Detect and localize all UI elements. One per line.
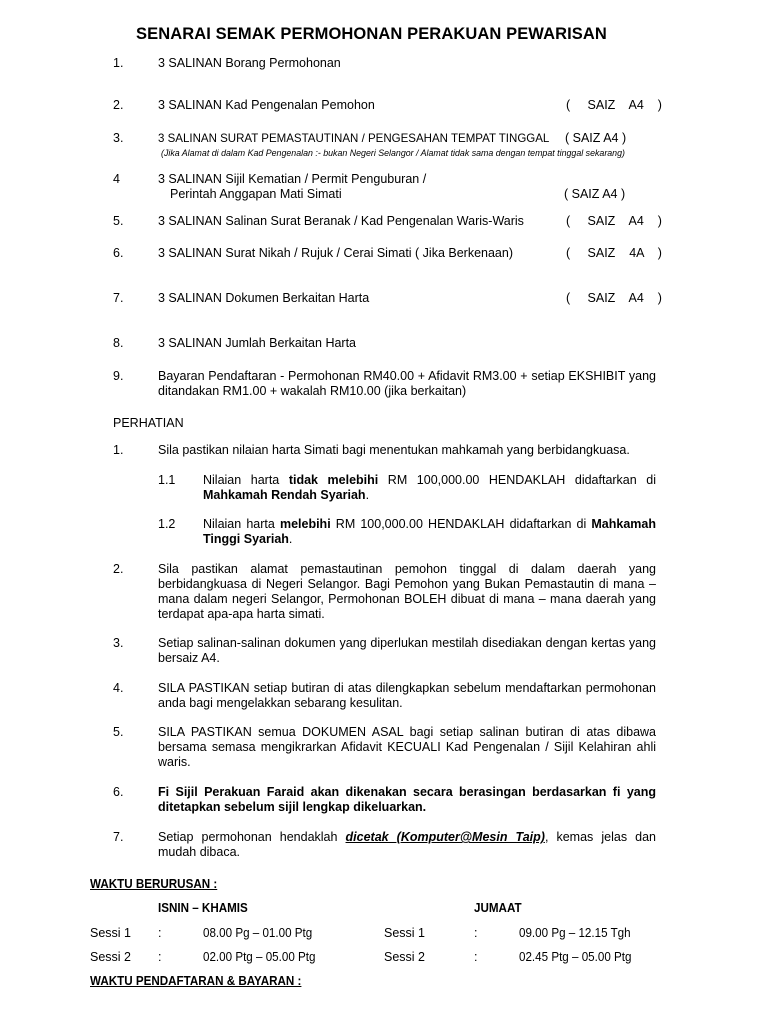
sessi-2-colon-friday: : (474, 950, 478, 964)
perhatian-text-7: Setiap permohonan hendaklah dicetak (Komputer@Mesin Taip), kemas jelas dan mudah dibaca. (158, 830, 656, 859)
checklist-text-1: 3 SALINAN Borang Permohonan (158, 56, 341, 70)
perhatian-num-5: 5. (113, 725, 124, 739)
sessi-1-time-friday: 09.00 Pg – 12.15 Tgh (519, 926, 631, 940)
sessi-2-label: Sessi 2 (90, 950, 131, 964)
document-title: SENARAI SEMAK PERMOHONAN PERAKUAN PEWARISAN (136, 25, 607, 43)
perhatian-num-7: 7. (113, 830, 124, 844)
sessi-2-time-weekday: 02.00 Ptg – 05.00 Ptg (203, 950, 316, 964)
col-isnin-khamis-heading: ISNIN – KHAMIS (158, 901, 248, 915)
checklist-num-5: 5. (113, 214, 124, 228)
checklist-text-8: 3 SALINAN Jumlah Berkaitan Harta (158, 336, 357, 350)
checklist-num-2: 2. (113, 98, 124, 112)
checklist-num-1: 1. (113, 56, 124, 70)
perhatian-text-2: Sila pastikan alamat pemastautinan pemohon tinggal di dalam daerah yang berbidangkuasa di Negeri Selangor. Bagi Pemohon yang Bukan Pemastautin di mana – mana dalam negeri Selangor, Permohonan BOLEH dibuat di mana – mana daerah yang terdapat apa-apa harta simati. (158, 562, 656, 621)
perhatian-num-4: 4. (113, 681, 124, 695)
waktu-berurusan-heading: WAKTU BERURUSAN : (90, 877, 218, 891)
checklist-num-9: 9. (113, 369, 124, 383)
checklist-text-5: 3 SALINAN Salinan Surat Beranak / Kad Pengenalan Waris-Waris (158, 214, 524, 228)
perhatian-heading: PERHATIAN (113, 416, 184, 430)
sessi-1-label-friday: Sessi 1 (384, 926, 425, 940)
perhatian-num-1: 1. (113, 443, 124, 457)
checklist-size-6: ( SAIZ 4A ) (566, 246, 662, 260)
perhatian-text-3: Setiap salinan-salinan dokumen yang diperlukan mestilah disediakan dengan kertas yang bersaiz A4. (158, 636, 656, 665)
checklist-num-8: 8. (113, 336, 124, 350)
checklist-size-2: ( SAIZ A4 ) (566, 98, 662, 112)
sessi-1-label: Sessi 1 (90, 926, 131, 940)
perhatian-num-2: 2. (113, 562, 124, 576)
checklist-size-5: ( SAIZ A4 ) (566, 214, 662, 228)
checklist-text-2: 3 SALINAN Kad Pengenalan Pemohon (158, 98, 375, 112)
checklist-text-9: Bayaran Pendaftaran - Permohonan RM40.00 + Afidavit RM3.00 + setiap EKSHIBIT yang ditandakan RM1.00 + wakalah RM10.00 (jika berkaitan) (158, 369, 656, 398)
checklist-num-6: 6. (113, 246, 124, 260)
checklist-text-4: 3 SALINAN Sijil Kematian / Permit Penguburan / (158, 172, 427, 186)
perhatian-sub-text-2: Nilaian harta melebihi RM 100,000.00 HENDAKLAH didaftarkan di Mahkamah Tinggi Syariah. (203, 517, 656, 546)
perhatian-sub-num-2: 1.2 (158, 517, 176, 531)
checklist-note-3: (Jika Alamat di dalam Kad Pengenalan :- bukan Negeri Selangor / Alamat tidak sama dengan tempat tinggal sekarang) (161, 148, 625, 159)
col-jumaat-heading: JUMAAT (474, 901, 522, 915)
perhatian-text-5: SILA PASTIKAN semua DOKUMEN ASAL bagi setiap salinan butiran di atas dibawa bersama semasa mengikrarkan Afidavit KECUALI Kad Pengenalan / Sijil Kelahiran ahli waris. (158, 725, 656, 769)
waktu-pendaftaran-heading: WAKTU PENDAFTARAN & BAYARAN : (90, 974, 302, 988)
sessi-2-colon: : (158, 950, 162, 964)
perhatian-text-1: Sila pastikan nilaian harta Simati bagi menentukan mahkamah yang berbidangkuasa. (158, 443, 630, 457)
perhatian-sub-text-1: Nilaian harta tidak melebihi RM 100,000.00 HENDAKLAH didaftarkan di Mahkamah Rendah Syariah. (203, 473, 656, 502)
sessi-1-time-weekday: 08.00 Pg – 01.00 Ptg (203, 926, 313, 940)
perhatian-text-4: SILA PASTIKAN setiap butiran di atas dilengkapkan sebelum mendaftarkan permohonan anda bagi mengelakkan sebarang kesulitan. (158, 681, 656, 710)
sessi-2-time-friday: 02.45 Ptg – 05.00 Ptg (519, 950, 632, 964)
sessi-1-colon: : (158, 926, 162, 940)
perhatian-num-6: 6. (113, 785, 124, 799)
checklist-text-4b: Perintah Anggapan Mati Simati (170, 187, 342, 201)
checklist-num-3: 3. (113, 131, 124, 145)
perhatian-text-6: Fi Sijil Perakuan Faraid akan dikenakan secara berasingan berdasarkan fi yang ditetapkan sebelum sijil lengkap dikeluarkan. (158, 785, 656, 814)
checklist-size-3: ( SAIZ A4 ) (565, 131, 627, 145)
perhatian-sub-num-1: 1.1 (158, 473, 176, 487)
checklist-text-6: 3 SALINAN Surat Nikah / Rujuk / Cerai Simati ( Jika Berkenaan) (158, 246, 513, 260)
sessi-2-label-friday: Sessi 2 (384, 950, 425, 964)
checklist-text-3: 3 SALINAN SURAT PEMASTAUTINAN / PENGESAHAN TEMPAT TINGGAL (158, 131, 550, 145)
checklist-num-4: 4 (113, 172, 120, 186)
checklist-num-7: 7. (113, 291, 124, 305)
perhatian-num-3: 3. (113, 636, 124, 650)
checklist-size-7: ( SAIZ A4 ) (566, 291, 662, 305)
sessi-1-colon-friday: : (474, 926, 478, 940)
checklist-text-7: 3 SALINAN Dokumen Berkaitan Harta (158, 291, 370, 305)
checklist-size-4: ( SAIZ A4 ) (564, 187, 626, 201)
